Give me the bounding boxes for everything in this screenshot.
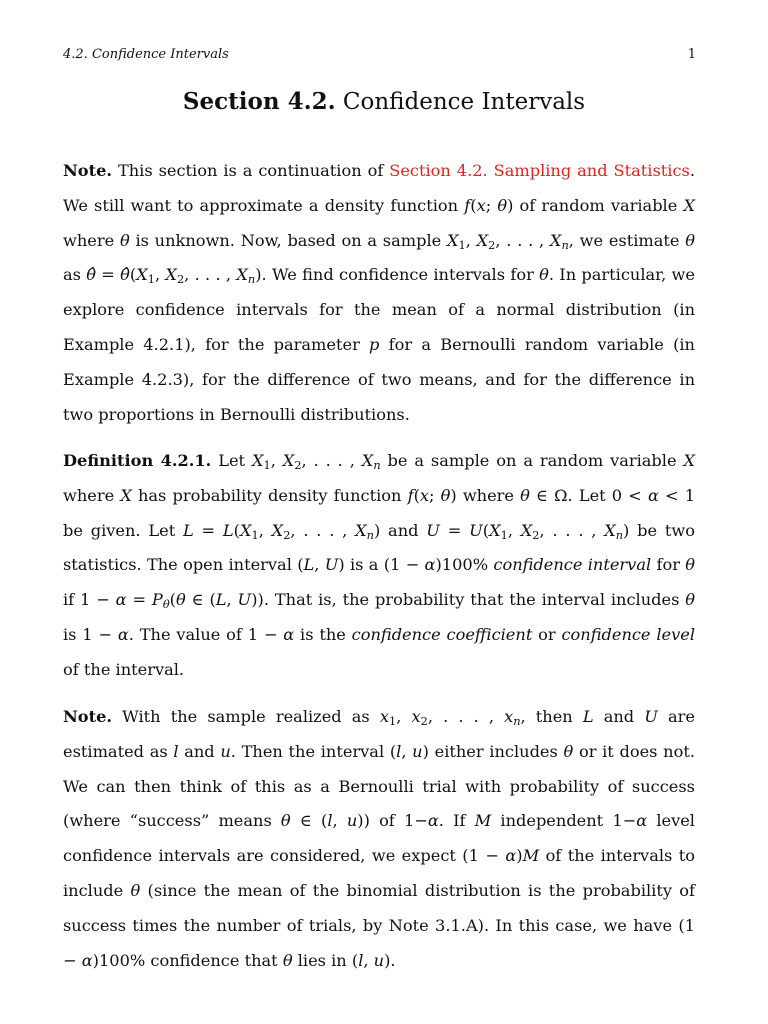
note-paragraph-1: Note. This section is a continuation of Section 4.2. Sampling and Statistics. We still want to approximate a density function f(x; θ) of random variable X where θ is unknown. Now, based on a sample $X_1$, $X_2$, . . . , $X_n$, we estimate θ as θ̂ = $\thetâ(X_1$, $X_2$, . . . , $X_n$). We find confidence intervals for θ. In particular, we explore confidence intervals for the mean of a normal distribution (in Example 4.2.1), for the parameter p for a Bernoulli random variable (in Example 4.2.3), for the difference of two means, and for the difference in two proportions in Bernoulli distributions.: [63, 161, 695, 424]
section-title: [0, 88, 768, 115]
page-number: 1: [687, 47, 696, 62]
note-label-2: Note.: [63, 707, 113, 726]
section-title-text: Confidence Intervals: [335, 89, 586, 115]
section-link[interactable]: Section 4.2. Sampling and Statistics: [389, 161, 690, 180]
definition-paragraph: Definition 4.2.1. Let $X_1$, $X_2$, . . . , $X_n$ be a sample on a random variable X where X has probability density function f(x; θ) where θ ∈ Ω. Let 0 < α < 1 be given. Let $L = L(X_1$, $X_2$, . . . , $X_n$) and $U = U(X_1$, $X_2$, . . . , $X_n$) be two statistics. The open interval (L, U) is a (1 − α)100% confidence interval for θ if $1 - \alpha = P_\theta(\theta$ ∈ (L, U)). That is, the probability that the interval includes θ is 1 − α. The value of 1 − α is the confidence coefficient or confidence level of the interval.: [63, 451, 696, 679]
running-header-title: 4.2. Confidence Intervals: [63, 47, 229, 62]
running-header: [63, 47, 696, 62]
note-label: Note.: [63, 161, 113, 180]
definition-label: Definition 4.2.1.: [63, 451, 212, 470]
note-paragraph-2: Note. With the sample realized as $x_1$, $x_2$, . . . , $x_n$, then L and U are estimated as l and u. Then the interval (l, u) either includes θ or it does not. We can then think of this as a Bernoulli trial with probability of success (where “success” means θ ∈ (l, u)) of 1−α. If M independent 1−α level confidence intervals are considered, we expect (1 − α)M of the intervals to include θ (since the mean of the binomial distribution is the probability of success times the number of trials, by Note 3.1.A). In this case, we have (1 − α)100% confidence that θ lies in (l, u).: [63, 707, 696, 970]
section-number: Section 4.2.: [182, 88, 336, 115]
